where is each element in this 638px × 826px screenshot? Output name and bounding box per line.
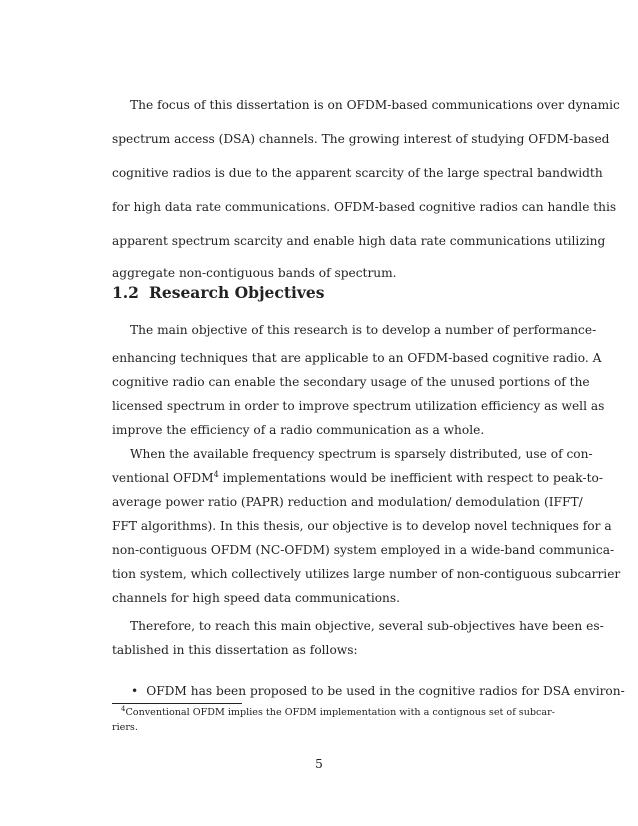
paragraph-3-line-3: average power ratio (PAPR) reduction and modulation/ demodulation (IFFT/ [112,495,583,509]
paragraph-4-line-1: Therefore, to reach this main objective, several sub-objectives have been es- [130,619,604,633]
paragraph-1-line-4: for high data rate communications. OFDM-based cognitive radios can handle this [112,200,617,214]
section-number: 1.2 [112,283,139,302]
paragraph-2-line-2: enhancing techniques that are applicable to an OFDM-based cognitive radio. A [112,351,602,365]
footnote-line-2: riers. [112,722,138,733]
paragraph-1-line-5: apparent spectrum scarcity and enable high data rate communications utilizing [112,234,606,248]
paragraph-3-line-2-before: ventional OFDM [112,471,214,485]
paragraph-3-line-6: tion system, which collectively utilizes large number of non-contiguous subcarrier [112,567,621,581]
bullet-dot: • [131,684,139,698]
paragraph-1-line-2: spectrum access (DSA) channels. The growing interest of studying OFDM-based [112,132,610,146]
section-title: Research Objectives [148,283,325,302]
paragraph-2-line-4: licensed spectrum in order to improve spectrum utilization efficiency as well as [112,399,605,413]
paragraph-3-line-7: channels for high speed data communications. [112,591,401,605]
paragraph-3-line-1: When the available frequency spectrum is sparsely distributed, use of con- [130,447,593,461]
footnote-reference: 4 [213,469,219,479]
paragraph-1-line-6: aggregate non-contiguous bands of spectrum. [112,266,397,280]
paragraph-2-line-3: cognitive radio can enable the secondary usage of the unused portions of the [112,375,590,389]
page-number: 5 [315,757,323,771]
paragraph-2-line-5: improve the efficiency of a radio communication as a whole. [112,423,485,437]
paragraph-1-line-1: The focus of this dissertation is on OFDM-based communications over dynamic [130,98,620,112]
paragraph-1-line-3: cognitive radios is due to the apparent scarcity of the large spectral bandwidth [112,166,603,180]
section-heading [112,283,325,302]
paragraph-3-line-5: non-contiguous OFDM (NC-OFDM) system employed in a wide-band communica- [112,543,615,557]
bullet-text: OFDM has been proposed to be used in the cognitive radios for DSA environ- [146,684,625,698]
paragraph-4-line-2: tablished in this dissertation as follows: [112,643,358,657]
paragraph-3-line-2 [112,469,603,486]
paragraph-2-line-1: The main objective of this research is to develop a number of performance- [130,323,597,337]
paragraph-3-line-4: FFT algorithms). In this thesis, our objective is to develop novel techniques for a [112,519,612,533]
footnote-mark: 4 [121,704,126,713]
paragraph-3-line-2-after: implementations would be inefficient with respect to peak-to- [218,471,603,485]
footnote-text-1: Conventional OFDM implies the OFDM implementation with a contignous set of subcar- [125,707,555,718]
